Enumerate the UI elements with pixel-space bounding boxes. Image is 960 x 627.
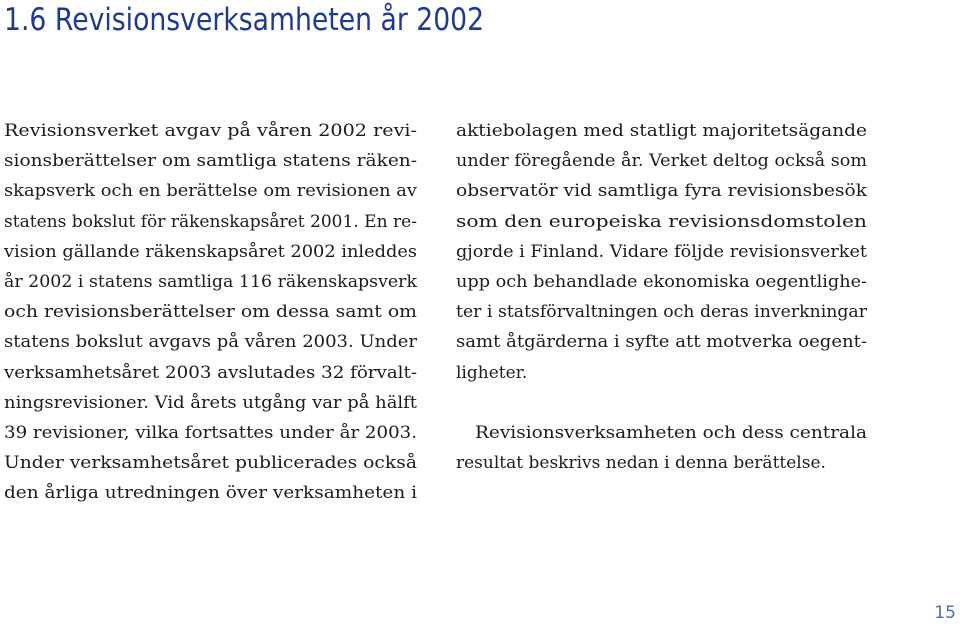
section-heading: 1.6 Revisionsverksamheten år 2002: [4, 2, 485, 38]
right-text-column: [456, 116, 868, 478]
text-line: vision gällande räkenskapsåret 2002 inleddes: [4, 241, 418, 262]
text-line: år 2002 i statens samtliga 116 räkenskapsverk: [4, 271, 418, 292]
text-line: observatör vid samtliga fyra revisionsbesök: [456, 181, 868, 202]
text-line: statens bokslut för räkenskapsåret 2001. En re-: [4, 211, 417, 232]
text-line: statens bokslut avgavs på våren 2003. Under: [4, 332, 418, 353]
text-line: skapsverk och en berättelse om revisionen av: [4, 181, 418, 202]
text-line: aktiebolagen med statligt majoritetsägande: [456, 121, 868, 141]
text-line: ter i statsförvaltningen och deras inverkningar: [456, 302, 867, 323]
text-line: gjorde i Finland. Vidare följde revisionsverket: [456, 241, 867, 262]
text-line: ligheter.: [456, 362, 528, 383]
text-line: Revisionsverksamheten och dess centrala: [475, 422, 868, 443]
text-line: samt åtgärderna i syfte att motverka oegent-: [456, 332, 867, 353]
text-line: 39 revisioner, vilka fortsattes under år 2003.: [4, 422, 418, 443]
text-line: den årliga utredningen över verksamheten i: [4, 483, 417, 504]
text-line: resultat beskrivs nedan i denna berättelse.: [456, 453, 826, 474]
text-line: och revisionsberättelser om dessa samt om: [4, 302, 418, 323]
text-line: verksamhetsåret 2003 avslutades 32 förvalt-: [4, 362, 418, 383]
text-line: upp och behandlade ekonomiska oegentlighe-: [456, 271, 868, 292]
page-number: 15: [934, 603, 956, 623]
text-line: Revisionsverket avgav på våren 2002 revi-: [4, 121, 418, 141]
text-line: som den europeiska revisionsdomstolen: [456, 211, 867, 232]
text-line: ningsrevisioner. Vid årets utgång var på hälft: [4, 392, 418, 413]
text-line: under föregående år. Verket deltog också som: [456, 151, 868, 172]
text-line: sionsberättelser om samtliga statens räken-: [4, 151, 418, 172]
left-text-column: [4, 116, 416, 508]
text-line: Under verksamhetsåret publicerades också: [4, 453, 417, 474]
paragraph-gap: [456, 388, 860, 418]
